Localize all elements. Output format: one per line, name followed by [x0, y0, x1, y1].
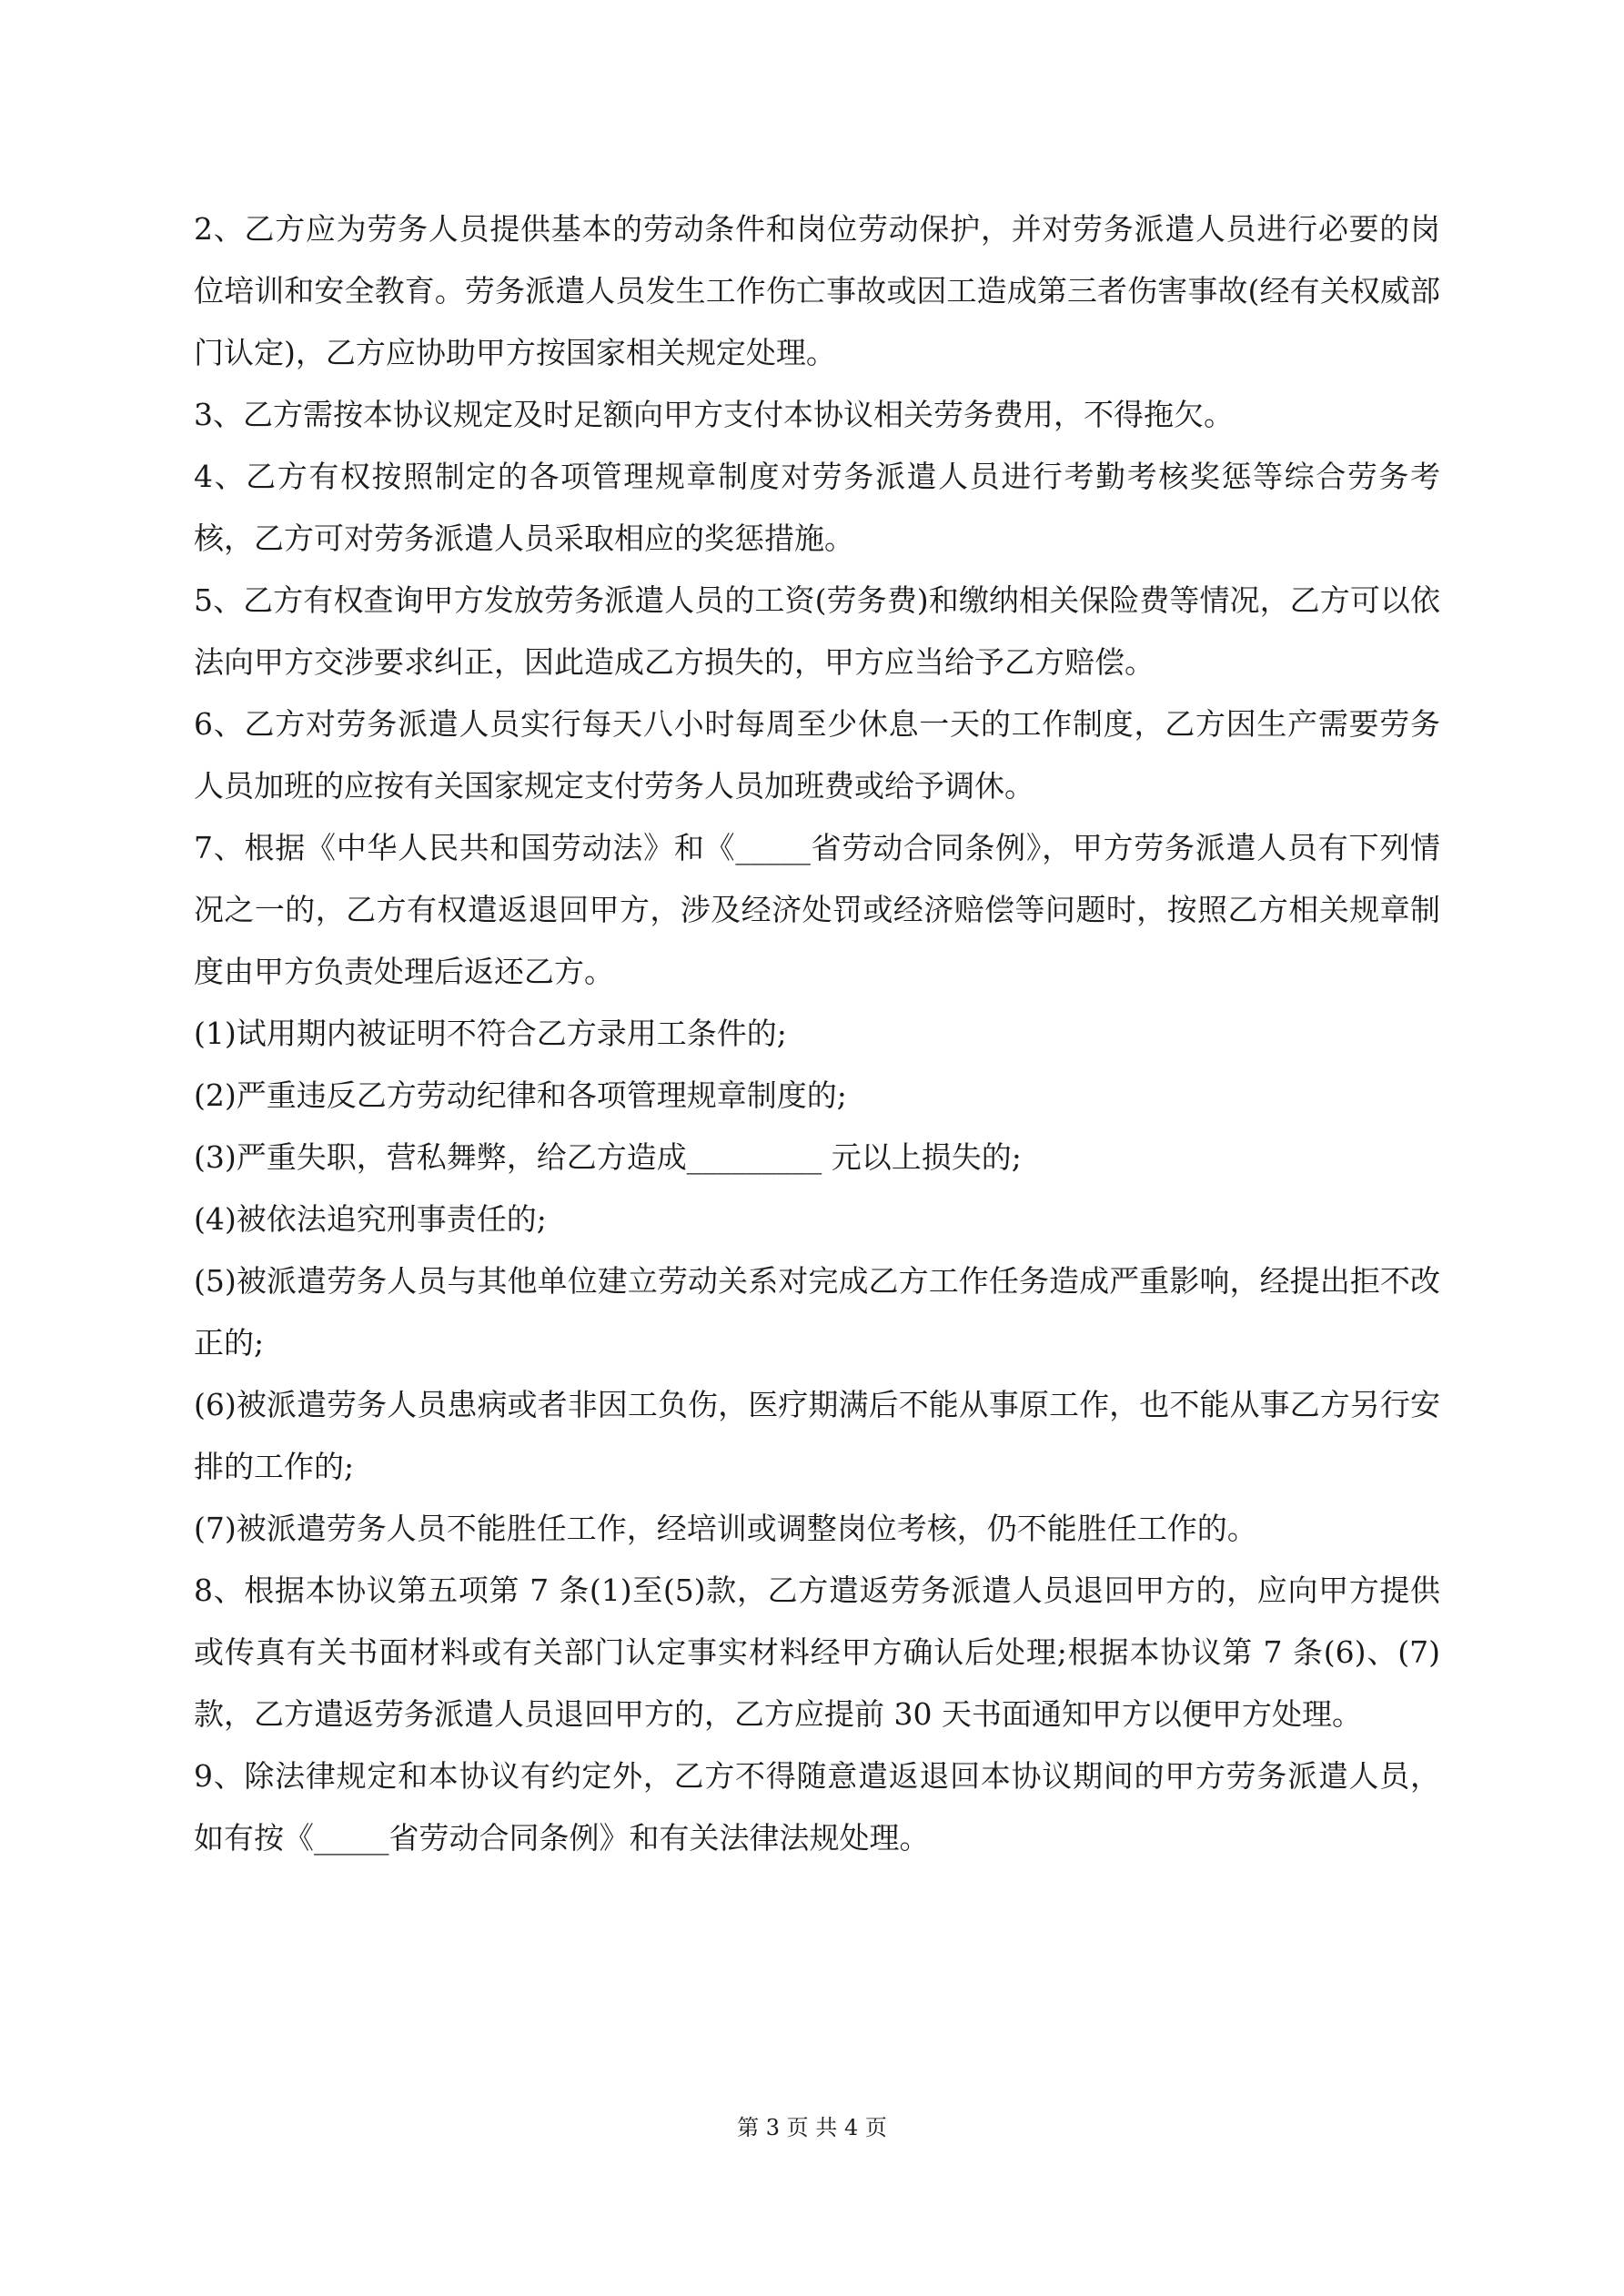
paragraph-clause-5: 5、乙方有权查询甲方发放劳务派遣人员的工资(劳务费)和缴纳相关保险费等情况，乙方可以依法向甲方交涉要求纠正，因此造成乙方损失的，甲方应当给予乙方赔偿。	[194, 582, 1440, 680]
paragraph-item-3: (3)严重失职，营私舞弊，给乙方造成_________ 元以上损失的;	[194, 1139, 1022, 1175]
paragraph-clause-8: 8、根据本协议第五项第 7 条(1)至(5)款，乙方遣返劳务派遣人员退回甲方的，应向甲方提供或传真有关书面材料或有关部门认定事实材料经甲方确认后处理;根据本协议第 7 条(6)、(7)款，乙方遣返劳务派遣人员退回甲方的，乙方应提前 30 天书面通知甲方以便甲方处理。	[194, 1573, 1440, 1732]
document-body	[194, 198, 1440, 1869]
paragraph-clause-4: 4、乙方有权按照制定的各项管理规章制度对劳务派遣人员进行考勤考核奖惩等综合劳务考核，乙方可对劳务派遣人员采取相应的奖惩措施。	[194, 459, 1440, 556]
paragraph-item-4: (4)被依法追究刑事责任的;	[194, 1201, 547, 1237]
paragraph-clause-9: 9、除法律规定和本协议有约定外，乙方不得随意遣返退回本协议期间的甲方劳务派遣人员，如有按《_____省劳动合同条例》和有关法律法规处理。	[194, 1758, 1440, 1856]
page-number-footer: 第 3 页 共 4 页	[737, 2115, 887, 2140]
paragraph-clause-2: 2、乙方应为劳务人员提供基本的劳动条件和岗位劳动保护，并对劳务派遣人员进行必要的岗位培训和安全教育。劳务派遣人员发生工作伤亡事故或因工造成第三者伤害事故(经有关权威部门认定)，乙方应协助甲方按国家相关规定处理。	[194, 211, 1440, 370]
paragraph-item-7: (7)被派遣劳务人员不能胜任工作，经培训或调整岗位考核，仍不能胜任工作的。	[194, 1511, 1257, 1546]
paragraph-item-5: (5)被派遣劳务人员与其他单位建立劳动关系对完成乙方工作任务造成严重影响，经提出拒不改正的;	[194, 1263, 1440, 1360]
paragraph-clause-7: 7、根据《中华人民共和国劳动法》和《_____省劳动合同条例》，甲方劳务派遣人员有下列情况之一的，乙方有权遣返退回甲方，涉及经济处罚或经济赔偿等问题时，按照乙方相关规章制度由甲方负责处理后返还乙方。	[194, 830, 1440, 989]
paragraph-clause-6: 6、乙方对劳务派遣人员实行每天八小时每周至少休息一天的工作制度，乙方因生产需要劳务人员加班的应按有关国家规定支付劳务人员加班费或给予调休。	[194, 706, 1440, 804]
paragraph-item-2: (2)严重违反乙方劳动纪律和各项管理规章制度的;	[194, 1077, 847, 1113]
paragraph-clause-3: 3、乙方需按本协议规定及时足额向甲方支付本协议相关劳务费用，不得拖欠。	[194, 397, 1234, 432]
paragraph-item-6: (6)被派遣劳务人员患病或者非因工负伤，医疗期满后不能从事原工作，也不能从事乙方另行安排的工作的;	[194, 1387, 1440, 1484]
paragraph-item-1: (1)试用期内被证明不符合乙方录用工条件的;	[194, 1016, 787, 1051]
